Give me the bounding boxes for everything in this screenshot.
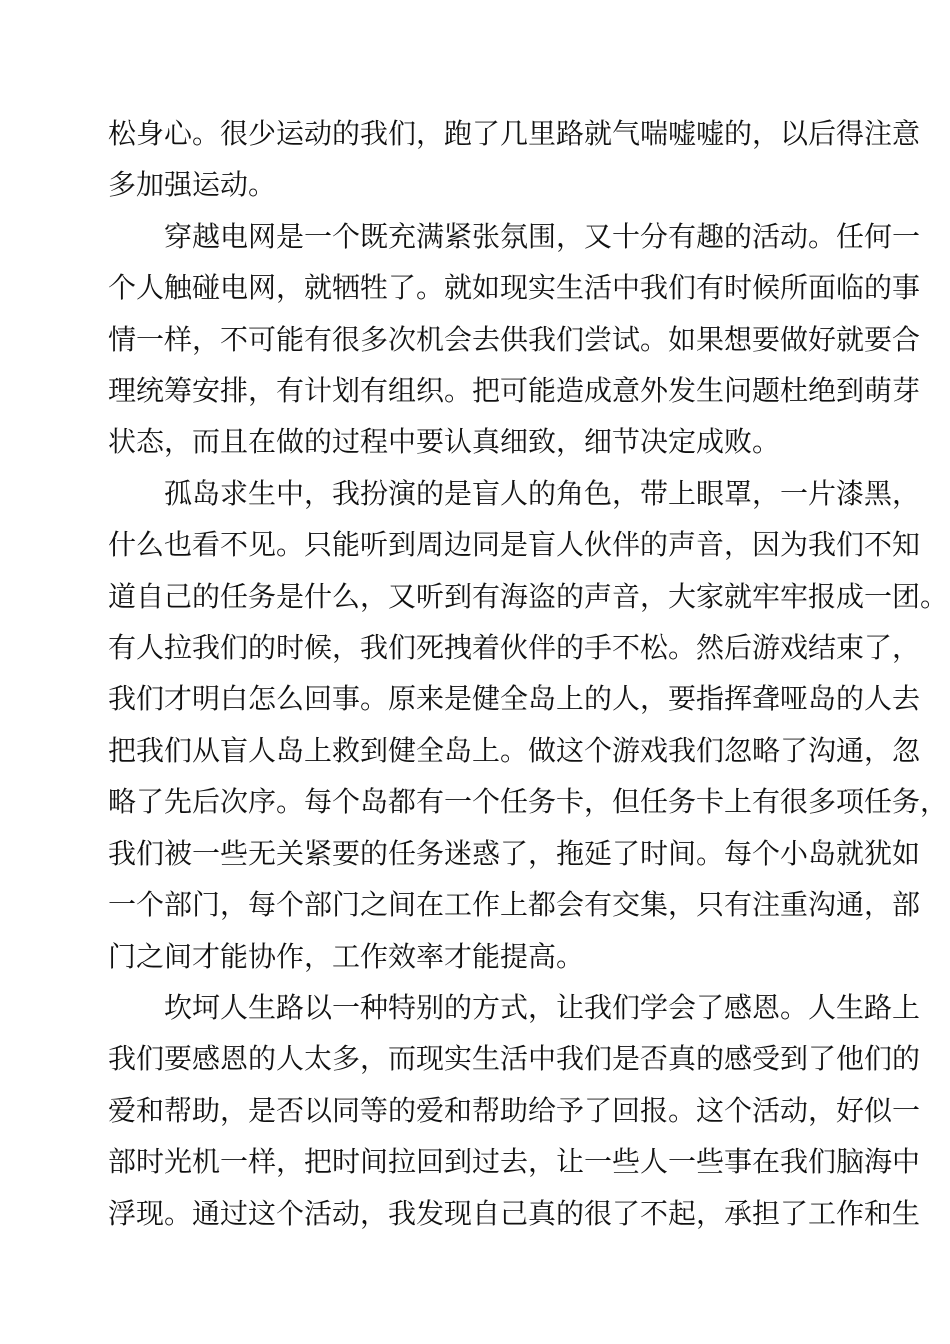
text-line: 孤岛求生中，我扮演的是盲人的角色，带上眼罩，一片漆黑， xyxy=(164,476,921,510)
text-line: 道自己的任务是什么，又听到有海盗的声音，大家就牢牢报成一团。 xyxy=(108,579,949,613)
text-line: 部时光机一样，把时间拉回到过去，让一些人一些事在我们脑海中 xyxy=(108,1145,921,1179)
text-line: 略了先后次序。每个岛都有一个任务卡，但任务卡上有很多项任务， xyxy=(108,785,949,819)
text-line: 一个部门，每个部门之间在工作上都会有交集，只有注重沟通，部 xyxy=(108,888,921,922)
text-line: 状态，而且在做的过程中要认真细致，细节决定成败。 xyxy=(108,425,781,459)
text-line: 坎坷人生路以一种特别的方式，让我们学会了感恩。人生路上 xyxy=(164,990,921,1024)
text-line: 多加强运动。 xyxy=(108,168,277,202)
text-line: 松身心。很少运动的我们，跑了几里路就气喘嘘嘘的，以后得注意 xyxy=(108,117,921,150)
paragraph-1 xyxy=(108,108,921,211)
text-line: 把我们从盲人岛上救到健全岛上。做这个游戏我们忽略了沟通，忽 xyxy=(108,733,921,767)
document-page xyxy=(108,108,949,1239)
paragraph-4 xyxy=(108,982,921,1239)
text-line: 我们要感恩的人太多，而现实生活中我们是否真的感受到了他们的 xyxy=(108,1042,921,1076)
paragraph-2 xyxy=(108,211,921,468)
text-line: 我们被一些无关紧要的任务迷惑了，拖延了时间。每个小岛就犹如 xyxy=(108,836,921,870)
text-line: 有人拉我们的时候，我们死拽着伙伴的手不松。然后游戏结束了， xyxy=(108,631,921,665)
text-line: 什么也看不见。只能听到周边同是盲人伙伴的声音，因为我们不知 xyxy=(108,528,921,562)
text-line: 门之间才能协作，工作效率才能提高。 xyxy=(108,939,585,973)
text-line: 情一样，不可能有很多次机会去供我们尝试。如果想要做好就要合 xyxy=(108,322,921,356)
paragraph-3 xyxy=(108,468,949,982)
text-line: 个人触碰电网，就牺牲了。就如现实生活中我们有时候所面临的事 xyxy=(108,271,921,305)
text-line: 爱和帮助，是否以同等的爱和帮助给予了回报。这个活动，好似一 xyxy=(108,1093,921,1127)
text-line: 浮现。通过这个活动，我发现自己真的很了不起，承担了工作和生 xyxy=(108,1196,921,1230)
text-line: 穿越电网是一个既充满紧张氛围，又十分有趣的活动。任何一 xyxy=(164,219,921,253)
text-line: 理统筹安排，有计划有组织。把可能造成意外发生问题杜绝到萌芽 xyxy=(108,374,921,408)
text-line: 我们才明白怎么回事。原来是健全岛上的人，要指挥聋哑岛的人去 xyxy=(108,682,921,716)
